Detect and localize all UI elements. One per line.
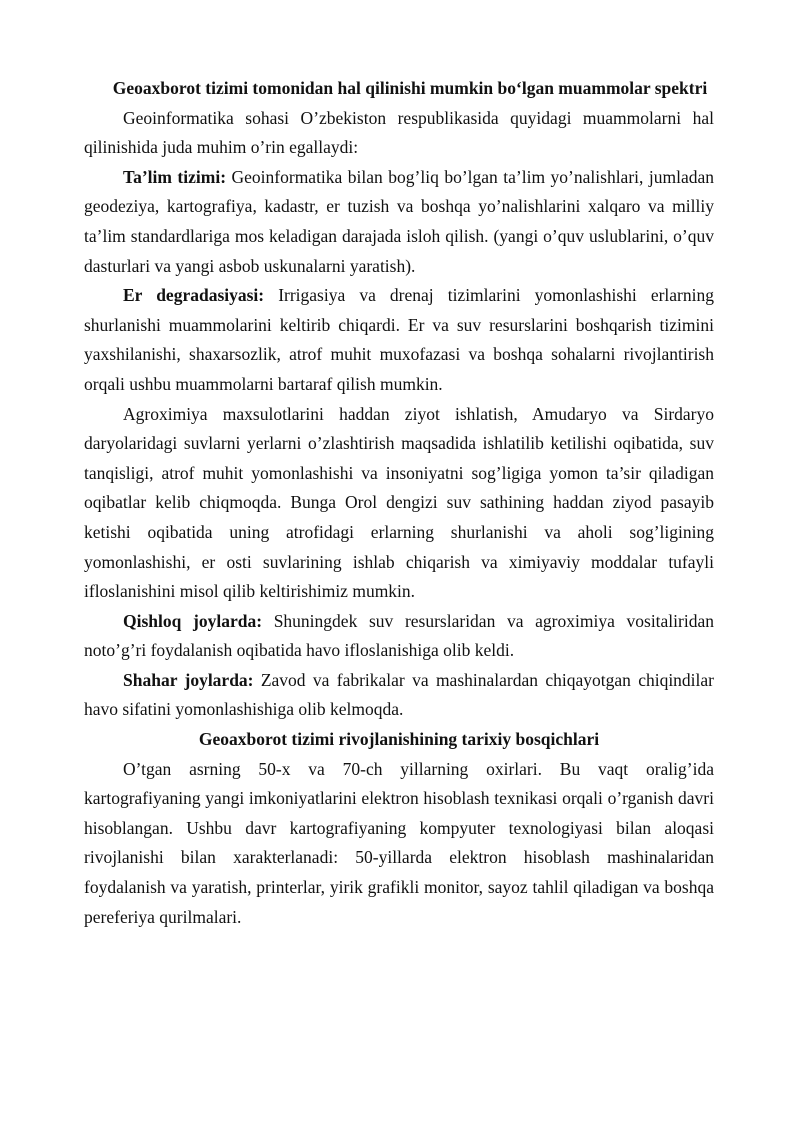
document-page <box>84 74 714 932</box>
paragraph-rural-areas <box>84 607 714 666</box>
paragraph-agrochemistry <box>84 400 714 607</box>
paragraph-text: Irrigasiya va drenaj tizimlarini yomonlashishi erlarning shurlanishi muammolarini keltirib chiqardi. Er va suv resurslarini boshqarish tizimini yaxshilanishi, shaxarsozlik, atrof muhit muxofazasi va boshqa sohalarni rivojlantirish orqali ushbu muammolarni bartaraf qilish mumkin. <box>84 285 714 394</box>
paragraph-lead: Shahar joylarda: <box>123 669 254 690</box>
paragraph-text: Zavod va fabrikalar va mashinalardan chiqayotgan chiqindilar havo sifatini yomonlashishiga olib kelmoqda. <box>84 669 714 720</box>
intro-paragraph: Geoinformatika sohasi O’zbekiston respublikasida quyidagi muammolarni hal qilinishida juda muhim o’rin egallaydi: <box>84 107 714 158</box>
paragraph-text: Geoinformatika bilan bog’liq bo’lgan ta’lim yo’nalishlari, jumladan geodeziya, kartografiya, kadastr, er tuzish va boshqa yo’nalishlarini xalqaro va milliy ta’lim standardlariga mos keladigan darajada isloh qilish. (yangi o’quv uslublarini, o’quv dasturlari va yangi asbob uskunalarni yaratish). <box>84 166 714 276</box>
paragraph-land-degradation <box>84 281 714 399</box>
paragraph-text: Shuningdek suv resurslaridan va agroximiya vositaliridan noto’g’ri foydalanish oqibatida havo ifloslanishiga olib keldi. <box>84 610 714 661</box>
paragraph-lead: Ta’lim tizimi: <box>123 166 227 187</box>
section-heading: Geoaxborot tizimi rivojlanishining tarixiy bosqichlari <box>198 729 600 750</box>
paragraph-education <box>84 163 714 281</box>
paragraph-urban-areas <box>84 666 714 725</box>
paragraph-lead: Er degradasiyasi: <box>123 285 265 306</box>
paragraph-lead: Qishloq joylarda: <box>123 610 263 631</box>
paragraph-history: O’tgan asrning 50-x va 70-ch yillarning oxirlari. Bu vaqt oralig’ida kartografiyaning yangi imkoniyatlarini elektron hisoblash texnikasi orqali o’rganish davri hisoblangan. Ushbu davr kartografiyaning kompyuter texnologiyasi bilan aloqasi rivojlanishi bilan xarakterlanadi: 50-yillarda elektron hisoblash mashinalaridan foydalanish va yaratish, printerlar, yirik grafikli monitor, sayoz tahlil qiladigan va boshqa pereferiya qurilmalari. <box>84 758 714 927</box>
document-title: Geoaxborot tizimi tomonidan hal qilinishi mumkin bo‘lgan muammolar spektri <box>112 78 708 98</box>
paragraph-text: Agroximiya maxsulotlarini haddan ziyot ishlatish, Amudaryo va Sirdaryo daryolaridagi suvlarni yerlarni o’zlashtirish maqsadida ishlatilib ketilishi oqibatida, suv tanqisligi, atrof muhit yomonlashishi va insoniyatni sog’ligiga yomon ta’sir qiladigan oqibatlar kelib chiqmoqda. Bunga Orol dengizi suv sathining haddan ziyod pasayib ketishi oqibatida uning atrofidagi erlarning shurlanishi va aholi sog’ligining yomonlashishi, er osti suvlarining ishlab chiqarish va ximiyaviy moddalar tufayli ifloslanishini misol qilib keltirishimiz mumkin. <box>84 403 714 602</box>
